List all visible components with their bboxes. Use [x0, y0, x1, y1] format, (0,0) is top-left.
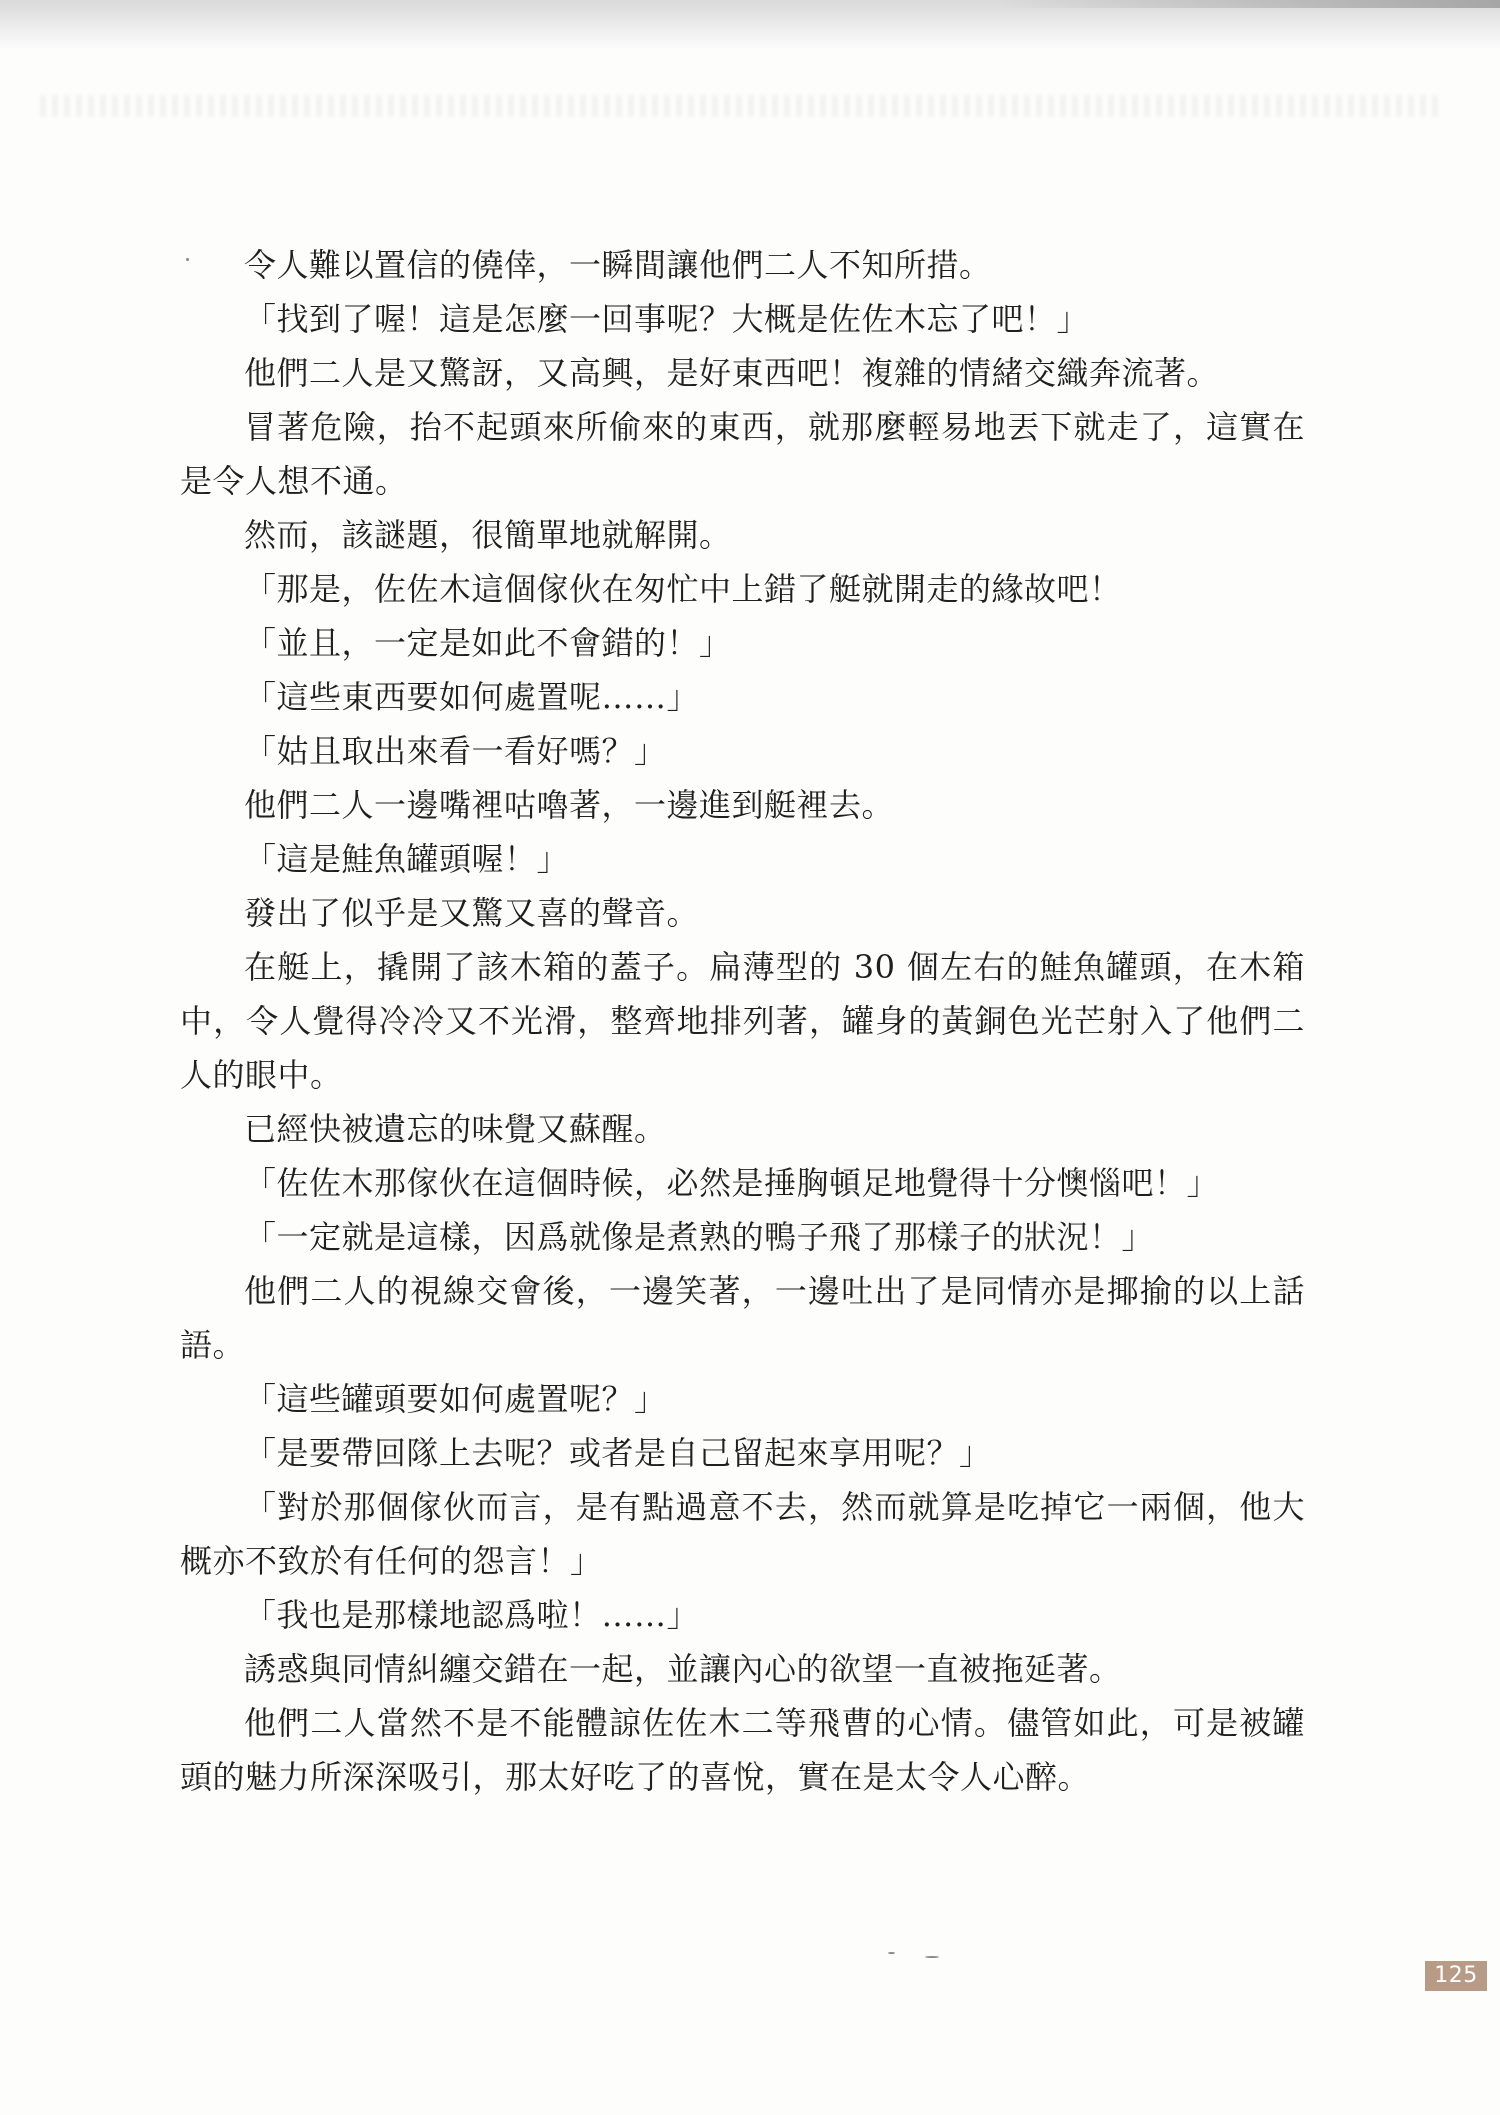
- paragraph: 在艇上，撬開了該木箱的蓋子。扁薄型的 30 個左右的鮭魚罐頭，在木箱中，令人覺得冷冷又不光滑，整齊地排列著，罐身的黃銅色光芒射入了他們二人的眼中。: [180, 948, 1305, 1094]
- page-number: 125: [1425, 1961, 1487, 1991]
- paragraph: 他們二人的視線交會後，一邊笑著，一邊吐出了是同情亦是揶揄的以上話語。: [180, 1272, 1305, 1364]
- paragraph: 「對於那個傢伙而言，是有點過意不去，然而就算是吃掉它一兩個，他大概亦不致於有任何的怨言！」: [180, 1488, 1305, 1580]
- paragraph: 「這是鮭魚罐頭喔！」: [244, 840, 570, 878]
- paragraph: 已經快被遺忘的味覺又蘇醒。: [244, 1110, 667, 1148]
- paragraph: 他們二人當然不是不能體諒佐佐木二等飛曹的心情。儘管如此，可是被罐頭的魅力所深深吸引，那太好吃了的喜悅，實在是太令人心醉。: [180, 1704, 1305, 1796]
- paragraph: 「一定就是這樣，因爲就像是煮熟的鴨子飛了那樣子的狀況！」: [244, 1218, 1155, 1256]
- paragraph: 誘惑與同情糾纏交錯在一起，並讓內心的欲望一直被拖延著。: [244, 1650, 1122, 1688]
- body-text: [180, 238, 1305, 1804]
- scan-speck: [186, 258, 189, 261]
- paragraph: 然而，該謎題，很簡單地就解開。: [244, 516, 732, 554]
- paragraph: 「並且，一定是如此不會錯的！」: [244, 624, 732, 662]
- paragraph: 發出了似乎是又驚又喜的聲音。: [244, 894, 700, 932]
- paragraph: 「我也是那樣地認爲啦！……」: [244, 1596, 700, 1634]
- paragraph: 他們二人是又驚訝，又高興，是好東西吧！複雜的情緒交織奔流著。: [244, 354, 1220, 392]
- scanner-corner-shadow: [1000, 0, 1500, 8]
- scan-speck: [925, 1956, 939, 1958]
- scan-speck: [888, 1952, 895, 1954]
- paragraph: 「這些罐頭要如何處置呢？」: [244, 1380, 667, 1418]
- paragraph: 「佐佐木那傢伙在這個時候，必然是捶胸頓足地覺得十分懊惱吧！」: [244, 1164, 1220, 1202]
- bleed-through-line: [40, 95, 1440, 117]
- paragraph: 「找到了喔！這是怎麼一回事呢？大概是佐佐木忘了吧！」: [244, 300, 1090, 338]
- paragraph: 「是要帶回隊上去呢？或者是自己留起來享用呢？」: [244, 1434, 992, 1472]
- paragraph: 令人難以置信的僥倖，一瞬間讓他們二人不知所措。: [244, 246, 992, 284]
- paragraph: 「這些東西要如何處置呢……」: [244, 678, 700, 716]
- paragraph: 他們二人一邊嘴裡咕嚕著，一邊進到艇裡去。: [244, 786, 895, 824]
- paragraph: 「那是，佐佐木這個傢伙在匆忙中上錯了艇就開走的緣故吧！: [244, 570, 1122, 608]
- paragraph: 「姑且取出來看一看好嗎？」: [244, 732, 667, 770]
- paragraph: 冒著危險，抬不起頭來所偷來的東西，就那麼輕易地丟下就走了，這實在是令人想不通。: [180, 408, 1305, 500]
